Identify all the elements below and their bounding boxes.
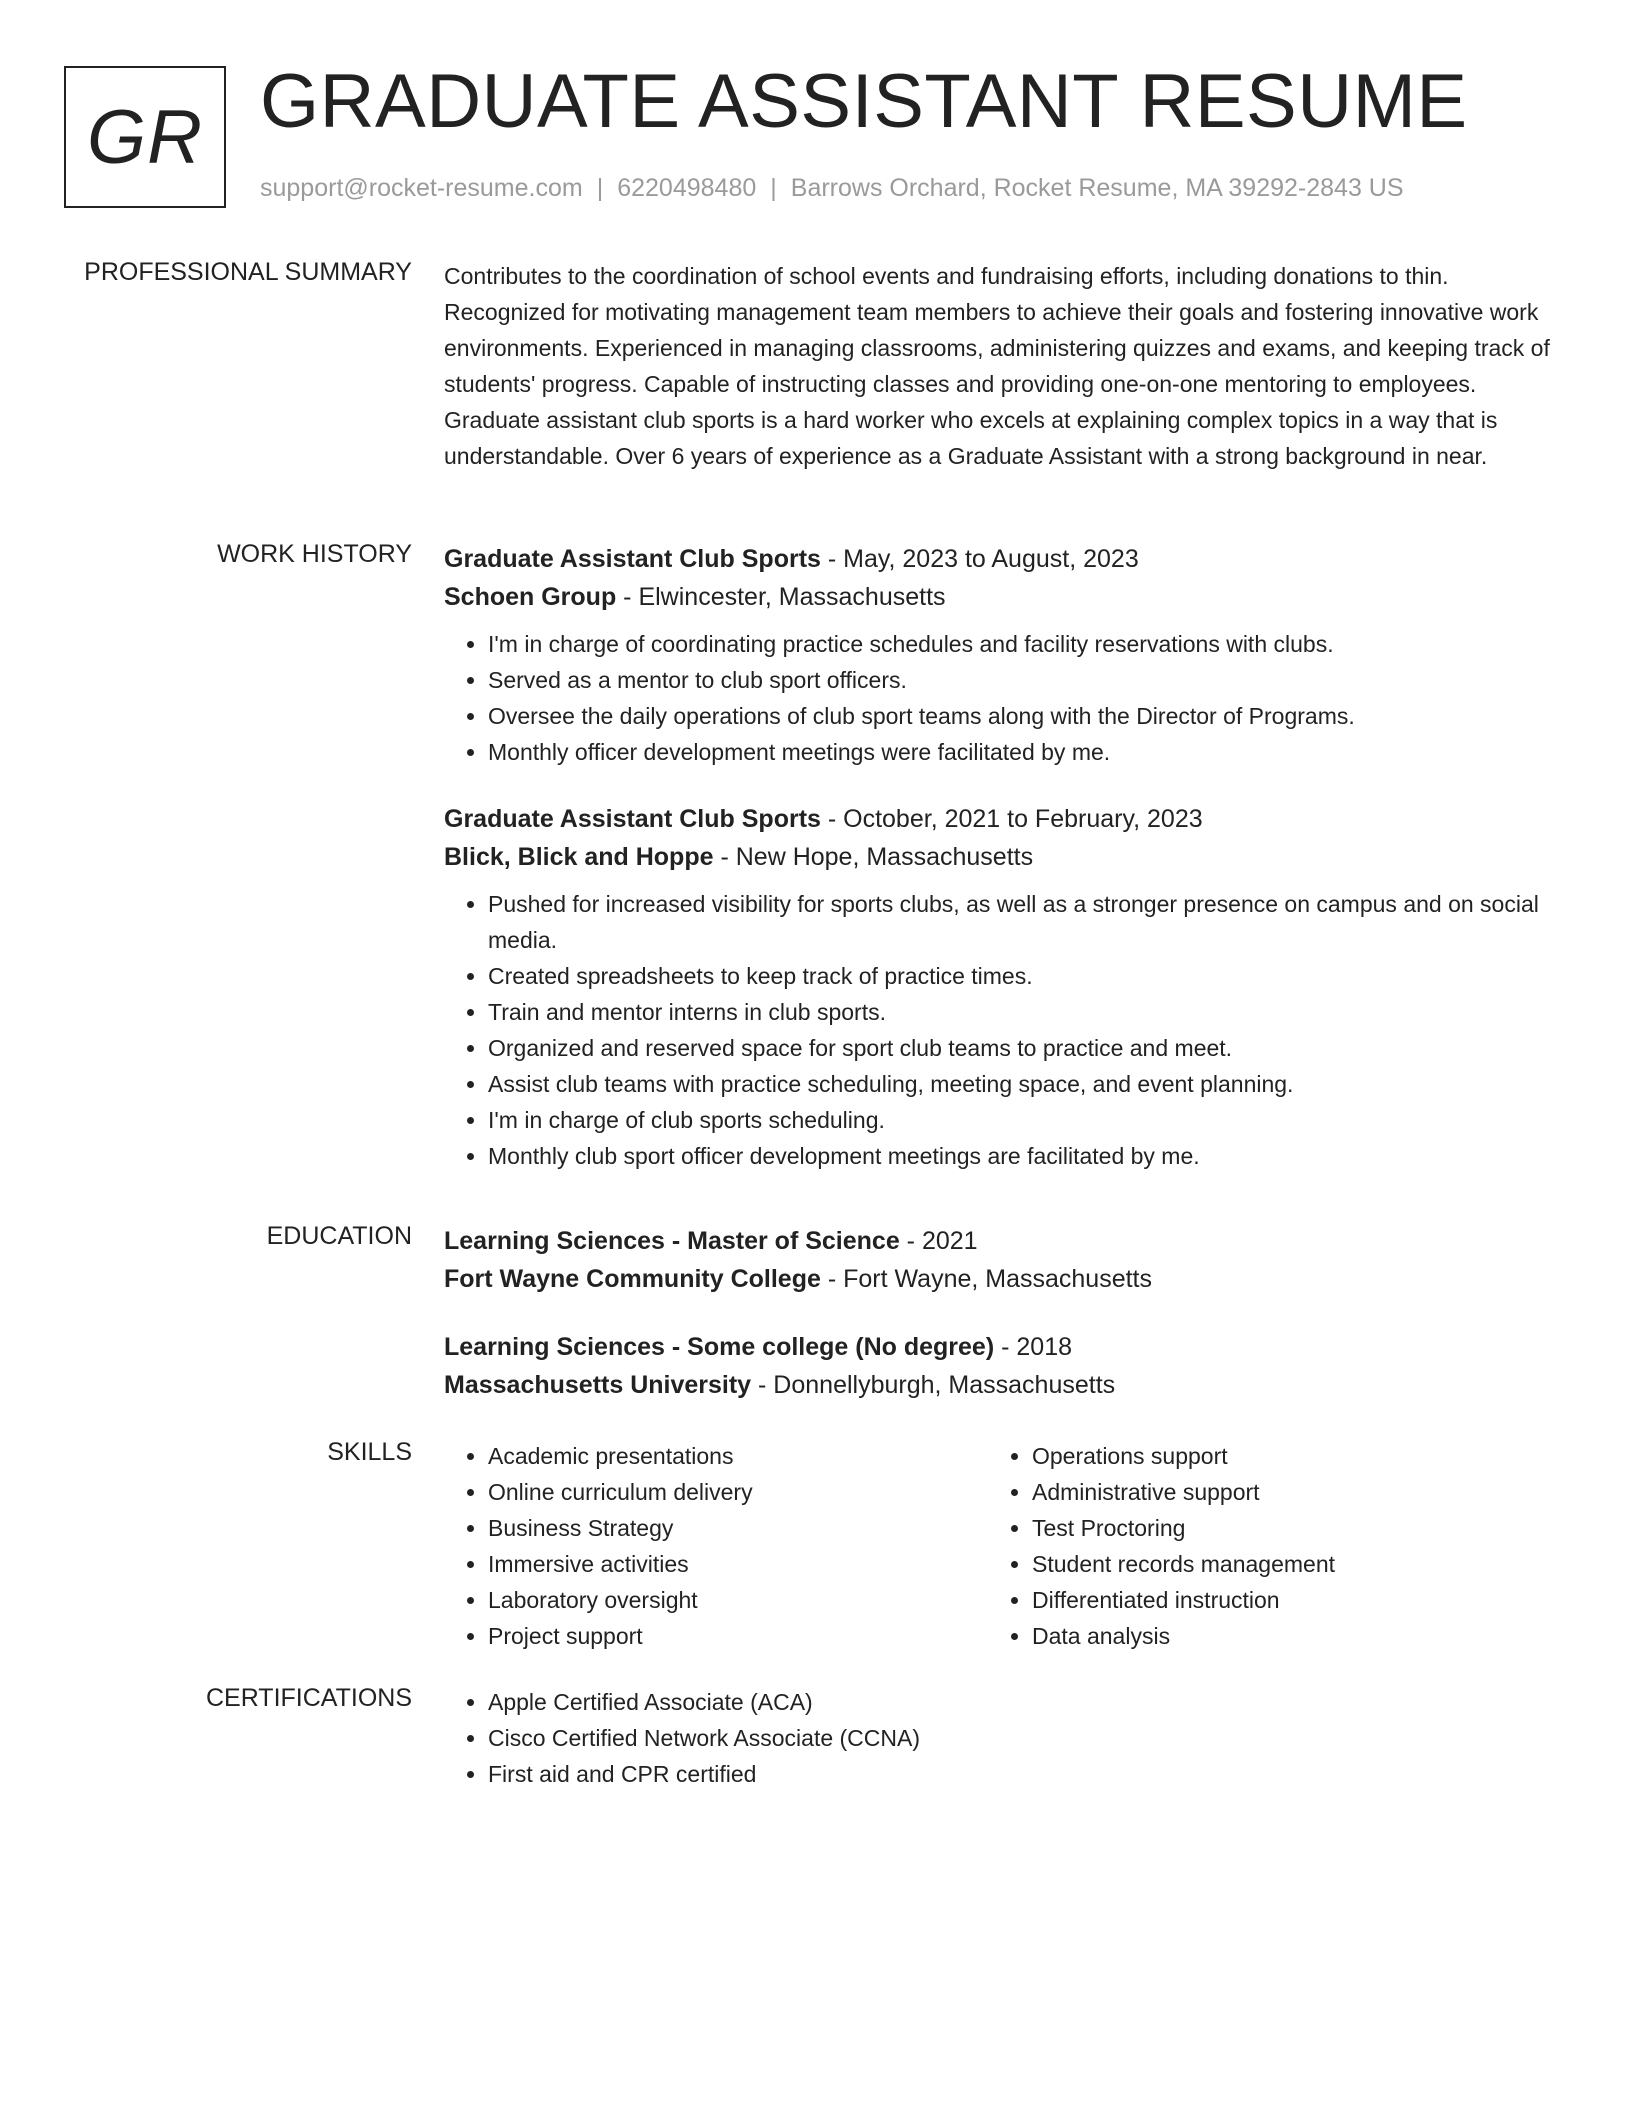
certification-item: • Apple Certified Associate (ACA) (488, 1684, 1554, 1720)
skill-item: • Immersive activities (488, 1546, 988, 1582)
job-bullet: • Monthly club sport officer development meetings are facilitated by me. (488, 1138, 1554, 1174)
job-dates: - May, 2023 to August, 2023 (820, 545, 1139, 573)
contact-separator: | (596, 174, 604, 202)
skill-item: • Operations support (1032, 1438, 1532, 1474)
work-body (444, 540, 1554, 1204)
job-title-line (444, 540, 1554, 578)
certification-item: • First aid and CPR certified (488, 1756, 1554, 1792)
contact-separator: | (770, 174, 777, 202)
job-bullet: • Assist club teams with practice scheduling, meeting space, and event planning. (488, 1066, 1554, 1102)
school-line (444, 1366, 1554, 1404)
job-entry (444, 800, 1554, 1174)
job-bullet: • Organized and reserved space for sport club teams to practice and meet. (488, 1030, 1554, 1066)
section-label-certifications: CERTIFICATIONS (205, 1684, 412, 1712)
job-company: Schoen Group (444, 583, 617, 611)
skill-item: • Student records management (1032, 1546, 1532, 1582)
school-name: Fort Wayne Community College (444, 1265, 821, 1293)
summary-body (444, 258, 1554, 474)
job-company: Blick, Blick and Hoppe (444, 843, 714, 871)
job-bullet: • Pushed for increased visibility for sports clubs, as well as a stronger presence on campus and on social media. (488, 886, 1554, 958)
skill-item: • Differentiated instruction (1032, 1582, 1532, 1618)
school-location: - Fort Wayne, Massachusetts (820, 1265, 1153, 1293)
job-entry (444, 540, 1554, 770)
job-company-line (444, 838, 1554, 876)
job-title-line (444, 800, 1554, 838)
job-title: Graduate Assistant Club Sports (444, 805, 821, 833)
skill-item: • Project support (488, 1618, 988, 1654)
contact-line (260, 174, 1404, 203)
job-title: Graduate Assistant Club Sports (444, 545, 821, 573)
school-name: Massachusetts University (444, 1371, 752, 1399)
degree-year: - 2018 (994, 1333, 1073, 1361)
school-location: - Donnellyburgh, Massachusetts (751, 1371, 1116, 1399)
skill-item: • Test Proctoring (1032, 1510, 1532, 1546)
skills-columns (444, 1438, 1554, 1654)
education-body (444, 1222, 1554, 1434)
job-dates: - October, 2021 to February, 2023 (820, 805, 1203, 833)
skills-list-left (444, 1438, 988, 1654)
education-entry (444, 1328, 1554, 1404)
job-bullets (444, 886, 1554, 1174)
monogram-box (64, 66, 226, 208)
skill-item: • Online curriculum delivery (488, 1474, 988, 1510)
skills-list-right (988, 1438, 1532, 1654)
skill-item: • Academic presentations (488, 1438, 988, 1474)
contact-email: support@rocket-resume.com (260, 174, 583, 202)
job-bullet: • Train and mentor interns in club sports. (488, 994, 1554, 1030)
job-location: - New Hope, Massachusetts (713, 843, 1034, 871)
section-label-skills: SKILLS (327, 1438, 412, 1466)
degree-line (444, 1328, 1554, 1366)
contact-address: Barrows Orchard, Rocket Resume, MA 39292-2843 US (790, 174, 1404, 202)
job-bullet: • I'm in charge of club sports scheduling. (488, 1102, 1554, 1138)
section-label-education: EDUCATION (266, 1222, 412, 1250)
certifications-body (444, 1684, 1554, 1792)
skills-body (444, 1438, 1554, 1654)
summary-text: Contributes to the coordination of school events and fundraising efforts, including donations to thin. Recognized for motivating management team members to achieve their goals and fostering innovative work environments. Experienced in managing classrooms, administering quizzes and exams, and keeping track of students' progress. Capable of instructing classes and providing one-on-one mentoring to employees. Graduate assistant club sports is a hard worker who excels at explaining complex topics in a way that is understandable. Over 6 years of experience as a Graduate Assistant with a strong background in near. (444, 263, 1550, 469)
skill-item: • Business Strategy (488, 1510, 988, 1546)
degree-year: - 2021 (899, 1227, 978, 1255)
job-bullets (444, 626, 1554, 770)
job-bullet: • Created spreadsheets to keep track of practice times. (488, 958, 1554, 994)
certifications-list (444, 1684, 1554, 1792)
skill-item: • Administrative support (1032, 1474, 1532, 1510)
job-bullet: • Served as a mentor to club sport officers. (488, 662, 1554, 698)
section-label-summary: PROFESSIONAL SUMMARY (84, 258, 412, 286)
school-line (444, 1260, 1554, 1298)
resume-title: GRADUATE ASSISTANT RESUME (260, 59, 1468, 144)
degree-name: Learning Sciences - Master of Science (444, 1227, 900, 1255)
section-label-work: WORK HISTORY (217, 540, 412, 568)
degree-name: Learning Sciences - Some college (No degree) (444, 1333, 995, 1361)
job-bullet: • I'm in charge of coordinating practice schedules and facility reservations with clubs. (488, 626, 1554, 662)
skill-item: • Laboratory oversight (488, 1582, 988, 1618)
degree-line (444, 1222, 1554, 1260)
certification-item: • Cisco Certified Network Associate (CCNA) (488, 1720, 1554, 1756)
monogram-initials: GR (87, 94, 203, 180)
skill-item: • Data analysis (1032, 1618, 1532, 1654)
education-entry (444, 1222, 1554, 1298)
job-location: - Elwincester, Massachusetts (616, 583, 946, 611)
job-company-line (444, 578, 1554, 616)
job-bullet: • Monthly officer development meetings were facilitated by me. (488, 734, 1554, 770)
contact-phone: 6220498480 (617, 174, 757, 202)
job-bullet: • Oversee the daily operations of club sport teams along with the Director of Programs. (488, 698, 1554, 734)
